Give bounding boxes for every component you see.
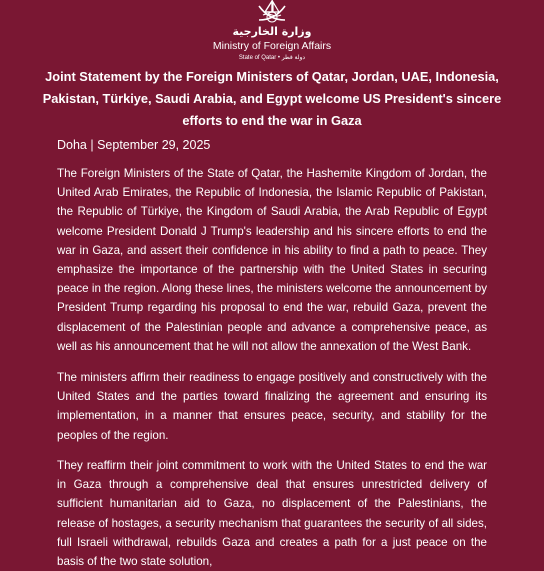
- statement-paragraph: They reaffirm their joint commitment to work with the United States to end the war in Gaza through a comprehensive deal that ensures unrestricted delivery of sufficient humanitarian aid to Gaza, no displacement of the Palestinians, the release of hostages, a security mechanism that guarantees the security of all sides, full Israeli withdrawal, rebuilds Gaza and creates a path for a just peace on the basis of the two state solution,: [57, 459, 487, 569]
- ministry-header: [0, 0, 544, 64]
- ministry-name-arabic: وزارة الخارجية: [232, 25, 312, 38]
- statement-paragraph: The ministers affirm their readiness to engage positively and constructively with the United States and the parties toward finalizing the agreement and ensuring its implementation, in a manner that ensures peace, security, and stability for the peoples of the region.: [57, 371, 487, 442]
- qatar-emblem-icon: [255, 0, 289, 24]
- ministry-name-english: Ministry of Foreign Affairs: [212, 40, 332, 52]
- statement-title: Joint Statement by the Foreign Ministers of Qatar, Jordan, UAE, Indonesia, Pakistan, Türkiye, Saudi Arabia, and Egypt welcome US President's sincere efforts to end the war in Gaza: [42, 69, 502, 128]
- dateline: Doha | September 29, 2025: [57, 138, 211, 152]
- state-of-qatar-line: State of Qatar • دولة قطر: [238, 55, 306, 61]
- statement-paragraph: The Foreign Ministers of the State of Qatar, the Hashemite Kingdom of Jordan, the United Arab Emirates, the Republic of Indonesia, the Islamic Republic of Pakistan, the Republic of Türkiye, the Kingdom of Saudi Arabia, the Arab Republic of Egypt welcome President Donald J Trump's leadership and his sincere efforts to end the war in Gaza, and assert their confidence in his ability to find a path to peace. They emphasize the importance of the partnership with the United States in securing peace in the region. Along these lines, the ministers welcome the announcement by President Trump regarding his proposal to end the war, rebuild Gaza, prevent the displacement of the Palestinian people and advance a comprehensive peace, as well as his announcement that he will not allow the annexation of the West Bank.: [57, 167, 487, 353]
